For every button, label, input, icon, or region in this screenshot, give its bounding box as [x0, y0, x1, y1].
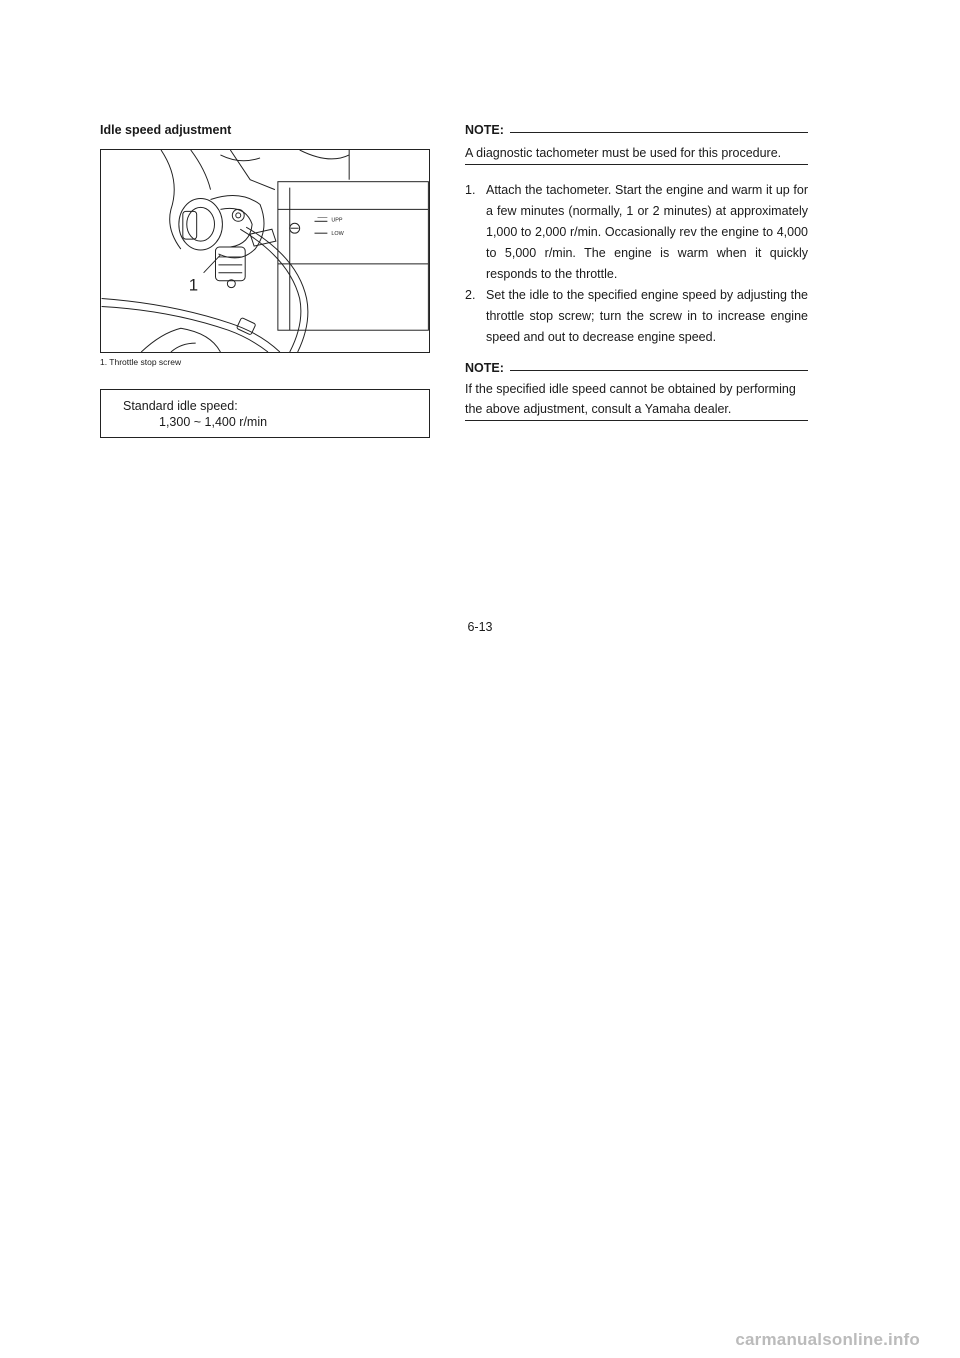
spec-value: 1,300 ~ 1,400 r/min	[159, 415, 268, 429]
note-heading-rule	[510, 370, 808, 371]
spec-label: Standard idle speed:	[123, 399, 238, 413]
list-item	[465, 180, 808, 285]
throttle-stop-screw-illustration	[100, 149, 430, 353]
note-text: If the specified idle speed cannot be obtained by performing the above adjustment, consult a Yamaha dealer.	[465, 379, 808, 421]
spec-box	[100, 389, 430, 438]
note-heading-rule	[510, 132, 808, 133]
list-item	[465, 285, 808, 348]
step-text: Attach the tachometer. Start the engine and warm it up for a few minutes (normally, 1 or 2 minutes) at approximately 1,000 to 2,000 r/min. Occasionally rev the engine to 4,000 to 5,000 r/min. The engine is warm when it quickly responds to the throttle.	[486, 183, 808, 281]
note-block-2	[465, 361, 808, 421]
step-number: 2.	[465, 288, 476, 302]
tag-upper: UPP	[331, 217, 343, 224]
page-number: 6-13	[467, 620, 493, 634]
note-block-1	[465, 123, 808, 165]
step-text: Set the idle to the specified engine speed by adjusting the throttle stop screw; turn the screw in to increase engine speed and out to decrease engine speed.	[486, 288, 808, 344]
callout-number: 1	[188, 275, 199, 295]
step-number: 1.	[465, 183, 476, 197]
figure-caption: 1. Throttle stop screw	[100, 357, 182, 367]
note-heading: NOTE:	[465, 361, 504, 375]
note-heading: NOTE:	[465, 123, 504, 137]
tag-lower: LOW	[331, 231, 344, 238]
note-text: A diagnostic tachometer must be used for this procedure.	[465, 143, 808, 165]
watermark: carmanualsonline.info	[735, 1330, 920, 1349]
section-title: Idle speed adjustment	[100, 123, 232, 137]
procedure-steps	[465, 180, 808, 348]
